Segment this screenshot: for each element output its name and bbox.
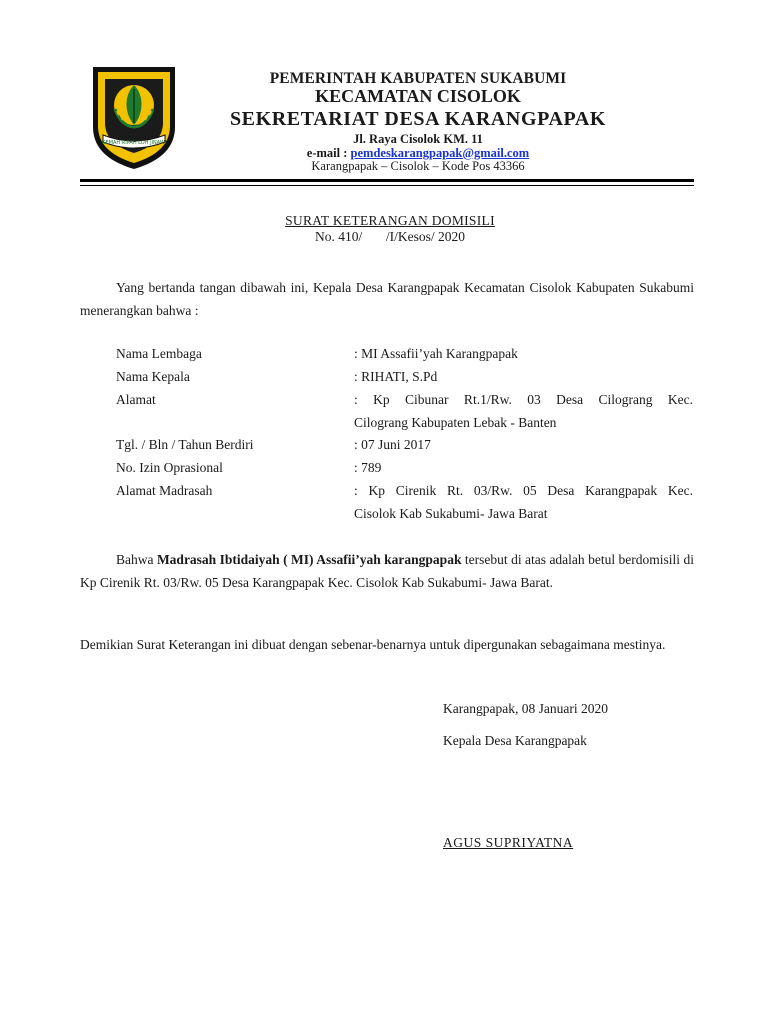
letter-number: No. 410/ /I/Kesos/ 2020 [315, 229, 465, 244]
office-address: Jl. Raya Cisolok KM. 11 [353, 131, 483, 146]
office-name: SEKRETARIAT DESA KARANGPAPAK [229, 107, 607, 130]
field-label-alamat-madrasah: Alamat Madrasah [116, 483, 213, 498]
email-label: e-mail : [306, 145, 348, 160]
field-value-nama-lembaga: : MI Assafii’yah Karangpapak [354, 346, 518, 361]
opening-text: Yang bertanda tangan dibawah ini, Kepala Desa Karangpapak Kecamatan Cisolok Kabupaten Sukabumi menerangkan bahwa : [80, 280, 694, 318]
field-value-tgl-berdiri: : 07 Juni 2017 [354, 437, 431, 452]
letter-title: SURAT KETERANGAN DOMISILI [285, 213, 495, 228]
svg-text:GEMAH RIPAH LOH JINAWI: GEMAH RIPAH LOH JINAWI [101, 140, 167, 146]
letterhead [200, 70, 636, 174]
field-value-alamat: : Kp Cibunar Rt.1/Rw. 03 Desa Cilograng Kec. [354, 392, 693, 407]
letterhead-divider-thin [80, 185, 694, 186]
field-label-nama-lembaga: Nama Lembaga [116, 346, 202, 361]
field-value-izin: : 789 [354, 460, 382, 475]
signatory-name: AGUS SUPRIYATNA [443, 835, 574, 850]
district-name: KECAMATAN CISOLOK [315, 86, 521, 107]
email-link[interactable]: pemdeskarangpapak@gmail.com [350, 145, 530, 160]
body-institution: Madrasah Ibtidaiyah ( MI) Assafii’yah karangpapak [156, 552, 462, 567]
body-prefix: Bahwa [116, 552, 157, 567]
government-name: PEMERINTAH KABUPATEN SUKABUMI [269, 70, 567, 87]
closing-paragraph: Demikian Surat Keterangan ini dibuat dengan sebenar-benarnya untuk dipergunakan sebagaimana mestinya. [80, 637, 666, 652]
field-value-alamat-madrasah-cont: Cisolok Kab Sukabumi- Jawa Barat [354, 506, 548, 521]
email-line [200, 147, 636, 161]
body-rest: tersebut di atas adalah betul berdomisili di Kp Cirenik Rt. 03/Rw. 05 Desa Karangpapak Kec. Cisolok Kab Sukabumi- Jawa Barat. [80, 552, 694, 590]
place-date: Karangpapak, 08 Januari 2020 [443, 701, 608, 716]
field-label-tgl-berdiri: Tgl. / Bln / Tahun Berdiri [116, 437, 254, 452]
field-value-alamat-cont: Cilograng Kabupaten Lebak - Banten [354, 415, 557, 430]
field-label-alamat: Alamat [116, 392, 156, 407]
field-label-nama-kepala: Nama Kepala [116, 369, 190, 384]
regency-crest-icon [91, 65, 177, 171]
field-value-nama-kepala: : RIHATI, S.Pd [354, 369, 438, 384]
field-value-alamat-madrasah: : Kp Cirenik Rt. 03/Rw. 05 Desa Karangpapak Kec. [354, 483, 693, 498]
body-paragraph [80, 549, 694, 594]
postal-line: Karangpapak – Cisolok – Kode Pos 43366 [311, 159, 525, 174]
letter-title-block [200, 213, 580, 245]
signatory-position: Kepala Desa Karangpapak [443, 733, 587, 748]
letterhead-divider-thick [80, 179, 694, 182]
opening-paragraph [80, 277, 694, 322]
field-label-izin: No. Izin Oprasional [116, 460, 223, 475]
